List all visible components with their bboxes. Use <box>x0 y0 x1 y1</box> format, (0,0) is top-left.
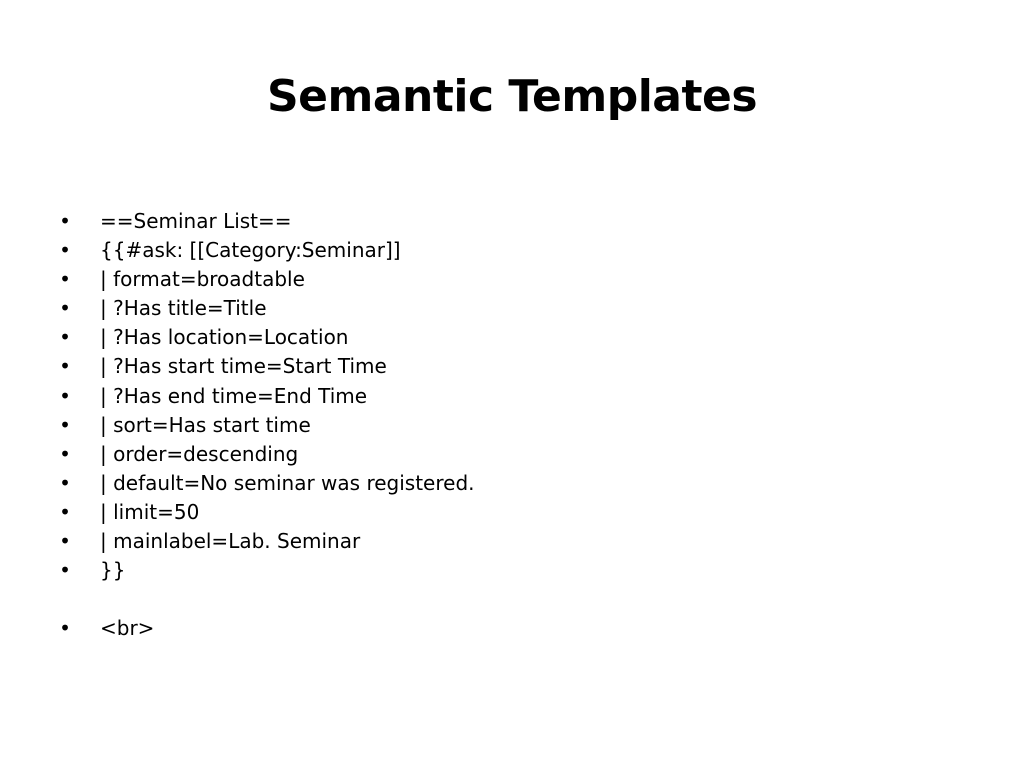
bullet-icon: • <box>59 267 71 292</box>
bullet-text: }} <box>100 558 126 583</box>
bullet-icon: • <box>59 529 71 554</box>
bullet-text: {{#ask: [[Category:Seminar]] <box>100 238 401 263</box>
bullet-text: | ?Has end time=End Time <box>100 383 368 408</box>
bullet-icon: • <box>59 499 71 524</box>
bullet-icon: • <box>59 470 71 495</box>
bullet-icon: • <box>59 412 71 437</box>
bullet-text: | format=broadtable <box>100 267 305 292</box>
bullet-icon: • <box>59 441 71 466</box>
list-item <box>0 556 1024 585</box>
bullet-text: | default=No seminar was registered. <box>100 470 475 495</box>
list-item <box>0 265 1024 294</box>
list-item <box>0 323 1024 352</box>
bullet-icon: • <box>59 209 71 233</box>
bullet-icon: • <box>59 354 71 379</box>
bullet-icon: • <box>59 383 71 408</box>
bullet-icon: • <box>59 325 71 350</box>
bullet-icon: • <box>59 558 71 583</box>
bullet-icon: • <box>59 296 71 321</box>
list-item <box>0 236 1024 265</box>
list-item <box>0 498 1024 527</box>
bullet-text: | limit=50 <box>100 499 200 524</box>
bullet-text: | ?Has title=Title <box>100 296 267 321</box>
list-item <box>0 527 1024 556</box>
list-item <box>0 352 1024 381</box>
slide-title: Semantic Templates <box>266 71 758 122</box>
bullet-icon: • <box>59 238 71 263</box>
bullet-list <box>0 207 1024 643</box>
bullet-icon: • <box>59 616 71 641</box>
bullet-text: <br> <box>100 616 155 641</box>
list-item <box>0 614 1024 643</box>
list-item <box>0 440 1024 469</box>
bullet-text: | ?Has start time=Start Time <box>100 354 387 379</box>
bullet-text: ==Seminar List== <box>100 209 292 233</box>
bullet-text: | mainlabel=Lab. Seminar <box>100 529 361 554</box>
bullet-text: | sort=Has start time <box>100 412 311 437</box>
list-item <box>0 294 1024 323</box>
list-item <box>0 382 1024 411</box>
bullet-text: | order=descending <box>100 441 299 466</box>
list-item <box>0 411 1024 440</box>
list-item <box>0 207 1024 236</box>
list-item <box>0 469 1024 498</box>
bullet-text: | ?Has location=Location <box>100 325 349 350</box>
